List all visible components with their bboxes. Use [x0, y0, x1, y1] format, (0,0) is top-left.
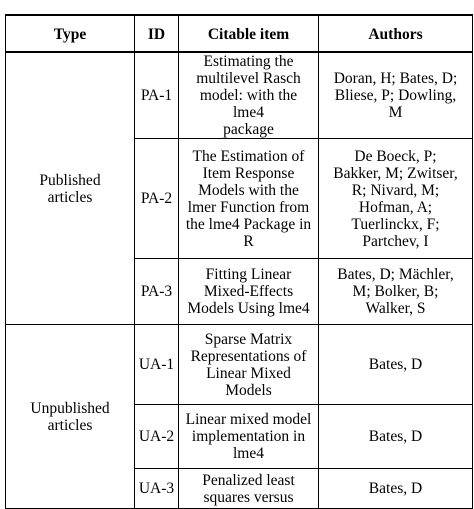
header-row — [6, 15, 473, 52]
item-line: lme4 — [233, 445, 264, 462]
id-cell: PA-2 — [135, 139, 179, 259]
header-citable-item: Citable item — [179, 15, 319, 52]
item-line: Mixed-Effects — [203, 283, 294, 300]
authors-cell — [319, 469, 473, 509]
citable-item-cell — [179, 259, 319, 325]
citable-item-cell — [179, 469, 319, 509]
item-line: model: with the lme4 — [199, 87, 298, 121]
item-line: Linear mixed model — [185, 411, 312, 428]
table-row — [6, 52, 473, 139]
item-line: Sparse Matrix — [204, 330, 293, 348]
author-line: Hofman, A; — [358, 198, 433, 216]
author-line: De Boeck, P; — [354, 147, 437, 165]
author-line: Bliese, P; Dowling, — [334, 87, 457, 104]
item-line: squares versus — [203, 488, 294, 506]
id-cell: UA-1 — [135, 325, 179, 405]
author-line: Bakker, M; Zwitser, — [333, 164, 458, 182]
type-cell-published — [6, 52, 135, 325]
table-row — [6, 325, 473, 405]
author-line: M — [388, 104, 403, 121]
header-id: ID — [135, 15, 179, 52]
authors-cell — [319, 405, 473, 469]
id-cell: PA-3 — [135, 259, 179, 325]
author-line: M; Bolker, B; — [352, 283, 439, 300]
authors-cell — [319, 325, 473, 405]
item-line: Fitting Linear — [205, 266, 292, 283]
header-authors: Authors — [319, 15, 473, 52]
item-line: multilevel Rasch — [196, 70, 301, 87]
item-line: R — [243, 232, 254, 250]
type-line: Published — [39, 171, 101, 189]
item-line: Linear Mixed — [206, 364, 291, 382]
item-line: Item Response — [202, 164, 295, 182]
author-line: Tuerlinckx, F; — [351, 215, 440, 233]
id-cell: PA-1 — [135, 52, 179, 139]
item-line: Representations of — [190, 347, 307, 365]
item-line: the lme4 Package in — [185, 215, 312, 233]
citable-items-table — [5, 14, 473, 509]
citable-item-cell — [179, 405, 319, 469]
author-line: Walker, S — [365, 300, 426, 317]
header-type: Type — [6, 15, 135, 52]
author-line: R; Nivard, M; — [351, 181, 440, 199]
author-line: Bates, D — [368, 428, 423, 445]
authors-cell — [319, 259, 473, 325]
author-line: Partchev, I — [362, 232, 429, 250]
item-line: Models — [225, 381, 272, 399]
authors-cell — [319, 52, 473, 139]
citable-item-cell — [179, 325, 319, 405]
type-line: Unpublished — [30, 399, 110, 417]
item-line: lmer Function from — [187, 198, 310, 216]
item-line: Penalized least — [202, 471, 295, 489]
item-line: The Estimation of — [192, 147, 305, 165]
table-caption — [0, 0, 474, 14]
type-line: articles — [47, 188, 93, 206]
citable-item-cell — [179, 139, 319, 259]
item-line: Models with the — [198, 181, 299, 199]
item-line: implementation in — [191, 428, 306, 445]
id-cell: UA-3 — [135, 469, 179, 509]
authors-cell — [319, 139, 473, 259]
id-cell: UA-2 — [135, 405, 179, 469]
item-line: Estimating the — [203, 53, 294, 70]
type-line: articles — [47, 416, 93, 434]
author-line: Bates, D — [368, 356, 423, 373]
author-line: Bates, D — [368, 480, 423, 497]
citable-item-cell — [179, 52, 319, 139]
author-line: Bates, D; Mächler, — [337, 266, 454, 283]
item-line: package — [223, 121, 274, 138]
type-cell-unpublished — [6, 325, 135, 509]
item-line: Models Using lme4 — [187, 300, 310, 317]
author-line: Doran, H; Bates, D; — [333, 70, 458, 87]
